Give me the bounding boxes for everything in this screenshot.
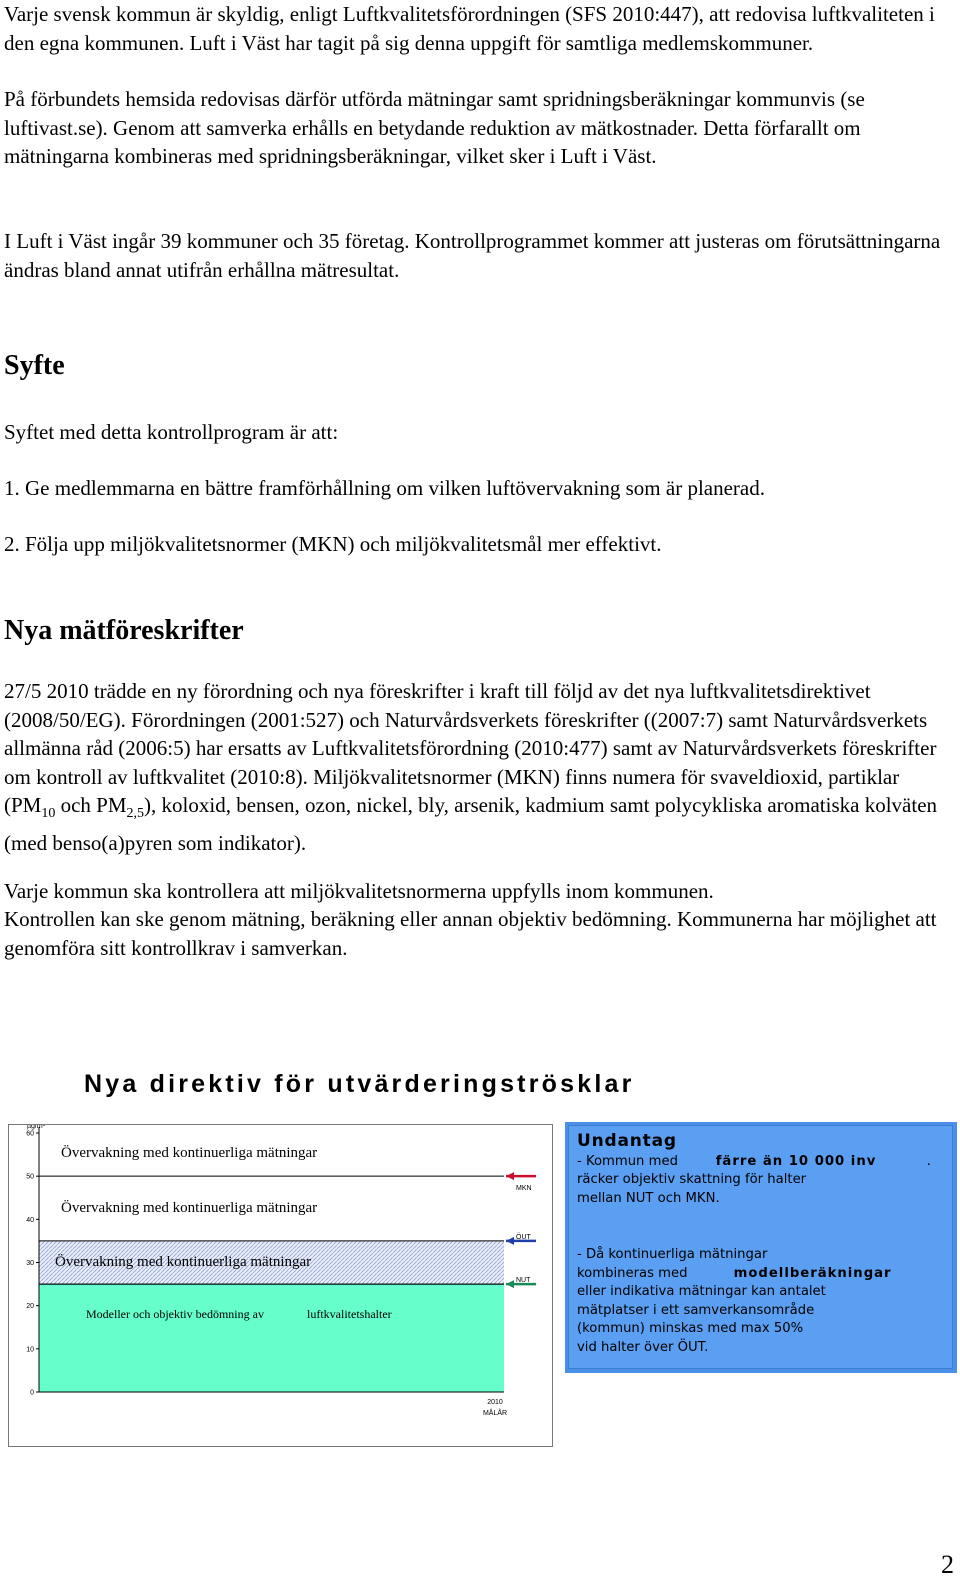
band-label-hatched: Övervakning med kontinuerliga mätningar xyxy=(55,1254,312,1270)
exception-line-7: mätplatser i ett samverkansområde xyxy=(577,1302,815,1318)
model-band xyxy=(39,1284,504,1392)
threshold-arrowhead-öut xyxy=(506,1237,514,1245)
nya-paragraph-3: Kontrollen kan ske genom mätning, beräkning eller annan objektiv bedömning. Kommunerna har möjlighet att genomföra sitt kontrollkrav i samverkan. xyxy=(4,907,937,960)
exception-line-4: - Då kontinuerliga mätningar xyxy=(577,1247,768,1262)
y-tick-label: 60 xyxy=(26,1130,34,1138)
syfte-heading: Syfte xyxy=(4,350,65,381)
y-tick-label: 30 xyxy=(26,1260,34,1267)
syfte-item-2: 2. Följa upp miljökvalitetsnormer (MKN) och miljökvalitetsmål mer effektivt. xyxy=(4,532,662,556)
threshold-arrowhead-nut xyxy=(506,1280,514,1288)
exception-title: Undantag xyxy=(577,1131,677,1151)
exception-box-inner xyxy=(568,1125,953,1369)
nya-paragraph-2: Varje kommun ska kontrollera att miljökvalitetsnormerna uppfylls inom kommunen. xyxy=(4,879,714,903)
threshold-label-öut: ÖUT xyxy=(516,1233,531,1241)
y-tick-label: 10 xyxy=(26,1346,34,1354)
exception-line-9: vid halter över ÖUT. xyxy=(577,1339,709,1355)
pm10-subscript: 10 xyxy=(41,806,56,822)
nya-heading: Nya mätföreskrifter xyxy=(4,615,244,646)
figure-title: Nya direktiv för utvärderingströsklar xyxy=(84,1070,635,1098)
band-label-model-a: Modeller och objektiv bedömning av xyxy=(86,1307,264,1321)
x-tick-label: 2010 xyxy=(487,1399,503,1406)
y-tick-label: 50 xyxy=(26,1173,34,1181)
threshold-arrowhead-mkn xyxy=(506,1172,514,1180)
exception-line-2: räcker objektiv skattning för halter xyxy=(577,1172,807,1187)
page-number: 2 xyxy=(941,1550,954,1579)
threshold-label-mkn: MKN xyxy=(516,1185,532,1193)
y-tick-label: 20 xyxy=(26,1303,34,1311)
exception-line-8: (kommun) minskas med max 50% xyxy=(577,1321,804,1336)
y-tick-label: 40 xyxy=(26,1216,34,1224)
band-label-top: Övervakning med kontinuerliga mätningar xyxy=(61,1145,318,1161)
exception-line-5: kombineras med modellberäkningar xyxy=(577,1265,892,1281)
threshold-chart xyxy=(8,1124,553,1447)
band-label-model-b: luftkvalitetshalter xyxy=(307,1307,392,1321)
threshold-chart-svg xyxy=(9,1125,554,1448)
exception-box xyxy=(565,1122,957,1373)
x-axis-label: MÅLÅR xyxy=(482,1410,508,1417)
band-label-middle: Övervakning med kontinuerliga mätningar xyxy=(61,1200,318,1216)
intro-paragraph-1: Varje svensk kommun är skyldig, enligt Luftkvalitetsförordningen (SFS 2010:447), att redovisa luftkvaliteten i den egna kommunen. Luft i Väst har tagit på sig denna uppgift för samtliga medlemskommuner. xyxy=(4,2,935,55)
syfte-lead: Syftet med detta kontrollprogram är att: xyxy=(4,420,339,444)
intro-paragraph-3: I Luft i Väst ingår 39 kommuner och 35 företag. Kontrollprogrammet kommer att justeras om förutsättningarna ändras bland annat utifrån erhållna mätresultat. xyxy=(4,229,941,282)
y-axis-unit: µg/m³ xyxy=(27,1125,46,1130)
threshold-label-nut: NUT xyxy=(516,1277,531,1285)
exception-line-1: - Kommun med färre än 10 000 inv . xyxy=(577,1153,931,1169)
exception-line-3: mellan NUT och MKN. xyxy=(577,1190,720,1206)
pm25-subscript: 2,5 xyxy=(126,806,145,822)
syfte-item-1: 1. Ge medlemmarna en bättre framförhållning om vilken luftövervakning som är planerad. xyxy=(4,476,765,500)
nya-paragraph-1: 27/5 2010 trädde en ny förordning och nya föreskrifter i kraft till följd av det nya luftkvalitetsdirektivet (2008/50/EG). Förordningen (2001:527) och Naturvårdsverkets föreskrifter ((2007:7) samt Naturvårdsverkets allmänna råd (2006:5) har ersatts av Luftkvalitetsförordning (2010:477) samt av Naturvårdsverkets föreskrifter om kontroll av luftkvalitet (2010:8). Miljökvalitetsnormer (MKN) finns numera för svaveldioxid, partiklar ($PM_{10}$ och $PM_{2,5}$), koloxid, bensen, ozon, nickel, bly, arsenik, kadmium samt polycykliska aromatiska kolväten (med benso(a)pyren som indikator). xyxy=(4,679,938,855)
intro-paragraph-2: På förbundets hemsida redovisas därför utförda mätningar samt spridningsberäkningar kommunvis (se luftivast.se). Genom att samverka erhålls en betydande reduktion av mätkostnader. Detta förfarallt om mätningarna kombineras med spridningsberäkningar, vilket sker i Luft i Väst. xyxy=(4,87,865,168)
exception-line-6: eller indikativa mätningar kan antalet xyxy=(577,1284,826,1299)
y-tick-label: 0 xyxy=(30,1389,34,1397)
